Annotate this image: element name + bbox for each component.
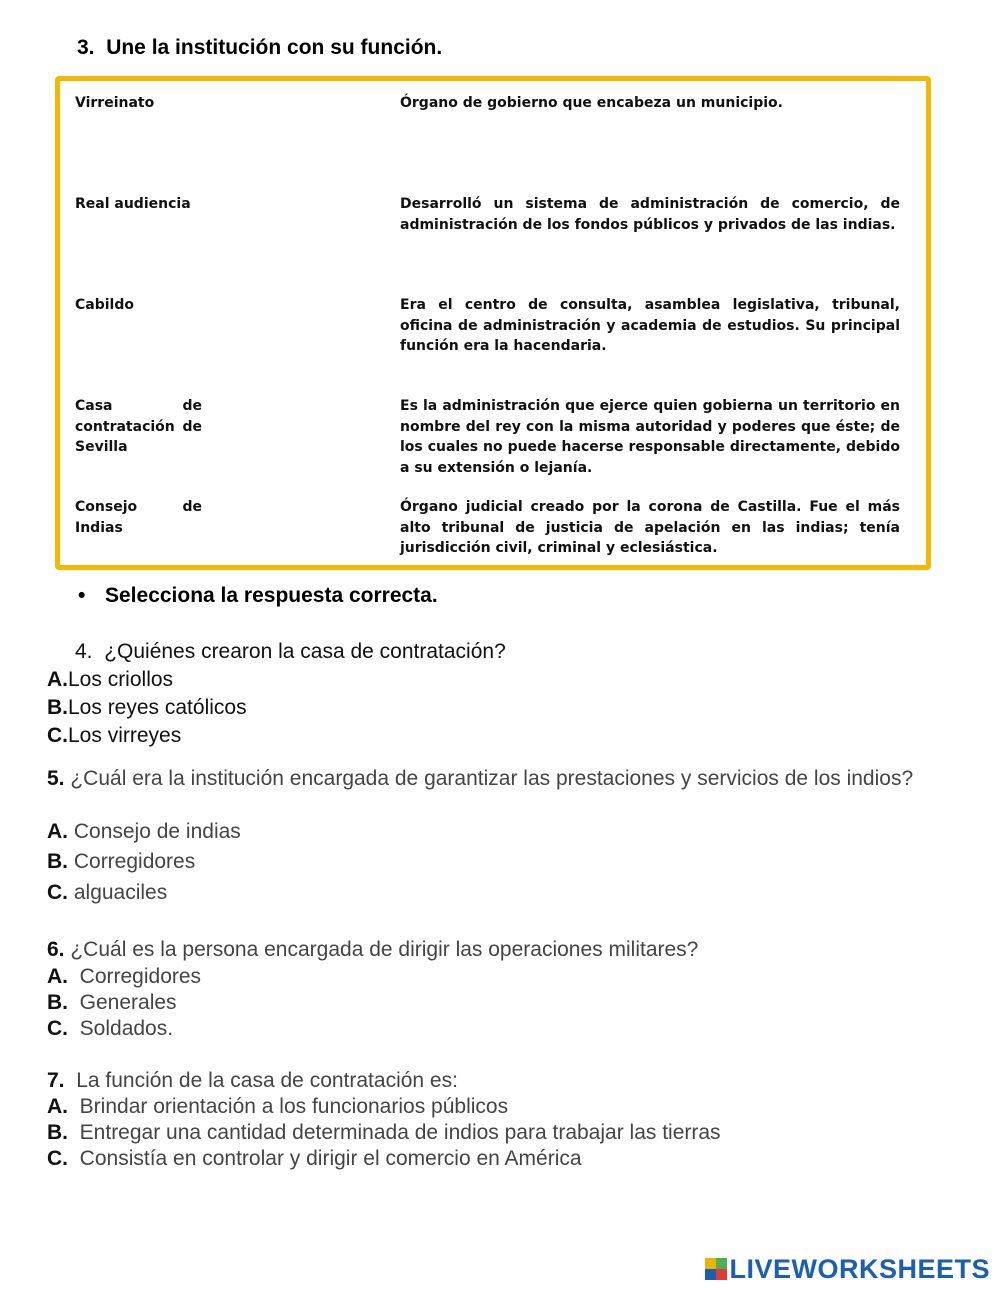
question-number: 7.	[47, 1069, 65, 1092]
question-number: 4.	[75, 640, 93, 663]
question-6	[47, 938, 698, 962]
section-3-heading: Une la institución con su función.	[106, 36, 443, 59]
liveworksheets-logo-icon	[705, 1258, 727, 1280]
function-label[interactable]: Órgano judicial creado por la corona de Castilla. Fue el más alto tribunal de justicia de apelación en las indias; tenía jurisdicción civil, criminal y eclesiástica.	[400, 499, 900, 556]
question-text: La función de la casa de contratación es:	[76, 1069, 458, 1092]
option-letter: A.	[47, 1095, 68, 1118]
question-text: ¿Cuál era la institución encargada de garantizar las prestaciones y servicios de los indios?	[70, 767, 914, 790]
option-a[interactable]	[47, 820, 241, 844]
option-c[interactable]	[47, 724, 181, 748]
matching-table	[55, 76, 931, 570]
option-text: Corregidores	[73, 850, 196, 873]
option-letter: B.	[47, 696, 68, 719]
option-c[interactable]	[47, 881, 167, 905]
option-letter: C.	[47, 1017, 68, 1040]
institution-label[interactable]: Consejo de Indias	[75, 499, 202, 536]
section-3-number: 3.	[77, 36, 95, 59]
option-letter: A.	[47, 965, 68, 988]
option-letter: C.	[47, 724, 68, 747]
function-label[interactable]: Órgano de gobierno que encabeza un municipio.	[400, 95, 783, 111]
question-number: 5.	[47, 767, 65, 790]
option-b[interactable]	[47, 850, 195, 874]
function-label[interactable]: Es la administración que ejerce quien gobierna un territorio en nombre del rey con la misma autoridad y poderes que éste; de los cuales no puede hacerse responsable directamente, debido a su extensión o lejanía.	[400, 398, 900, 476]
institution-label[interactable]: Cabildo	[75, 297, 134, 313]
option-text: alguaciles	[73, 881, 168, 904]
option-text: Los criollos	[68, 668, 174, 691]
question-5	[47, 766, 935, 792]
option-text: Consejo de indias	[73, 820, 241, 843]
option-letter: A.	[47, 820, 68, 843]
option-text: Generales	[79, 991, 177, 1014]
logo-text: LIVEWORKSHEETS	[729, 1253, 990, 1284]
option-text: Brindar orientación a los funcionarios públicos	[79, 1095, 509, 1118]
option-letter: C.	[47, 1147, 68, 1170]
bullet-icon: •	[78, 584, 86, 607]
option-text: Soldados.	[79, 1017, 174, 1040]
question-text: ¿Quiénes crearon la casa de contratación?	[104, 640, 506, 663]
function-label[interactable]: Era el centro de consulta, asamblea legislativa, tribunal, oficina de administración y academia de estudios. Su principal función era la hacendaria.	[400, 297, 900, 354]
question-number: 6.	[47, 938, 65, 961]
option-letter: B.	[47, 850, 68, 873]
option-b[interactable]	[47, 991, 177, 1015]
question-text: ¿Cuál es la persona encargada de dirigir las operaciones militares?	[70, 938, 699, 961]
question-7	[47, 1069, 458, 1093]
option-a[interactable]	[47, 1095, 508, 1119]
institution-label[interactable]: Virreinato	[75, 95, 155, 111]
option-text: Los reyes católicos	[68, 696, 247, 719]
option-text: Corregidores	[79, 965, 202, 988]
institution-label[interactable]: Casa de contratación de Sevilla	[75, 398, 202, 455]
question-4	[75, 640, 506, 664]
option-a[interactable]	[47, 668, 173, 692]
option-b[interactable]	[47, 1121, 721, 1145]
option-letter: B.	[47, 991, 68, 1014]
option-a[interactable]	[47, 965, 201, 989]
option-letter: A.	[47, 668, 68, 691]
option-b[interactable]	[47, 696, 247, 720]
option-letter: C.	[47, 881, 68, 904]
option-text: Entregar una cantidad determinada de indios para trabajar las tierras	[79, 1121, 721, 1144]
section-3-title	[77, 36, 442, 60]
instruction-text: Selecciona la respuesta correcta.	[105, 584, 438, 607]
liveworksheets-logo[interactable]	[705, 1254, 990, 1284]
option-c[interactable]	[47, 1017, 173, 1041]
option-letter: B.	[47, 1121, 68, 1144]
option-c[interactable]	[47, 1147, 582, 1171]
institution-label[interactable]: Real audiencia	[75, 196, 191, 212]
function-label[interactable]: Desarrolló un sistema de administración de comercio, de administración de los fondos públicos y privados de las indias.	[400, 196, 900, 233]
instruction	[78, 584, 438, 608]
option-text: Consistía en controlar y dirigir el comercio en América	[79, 1147, 582, 1170]
option-text: Los virreyes	[68, 724, 182, 747]
